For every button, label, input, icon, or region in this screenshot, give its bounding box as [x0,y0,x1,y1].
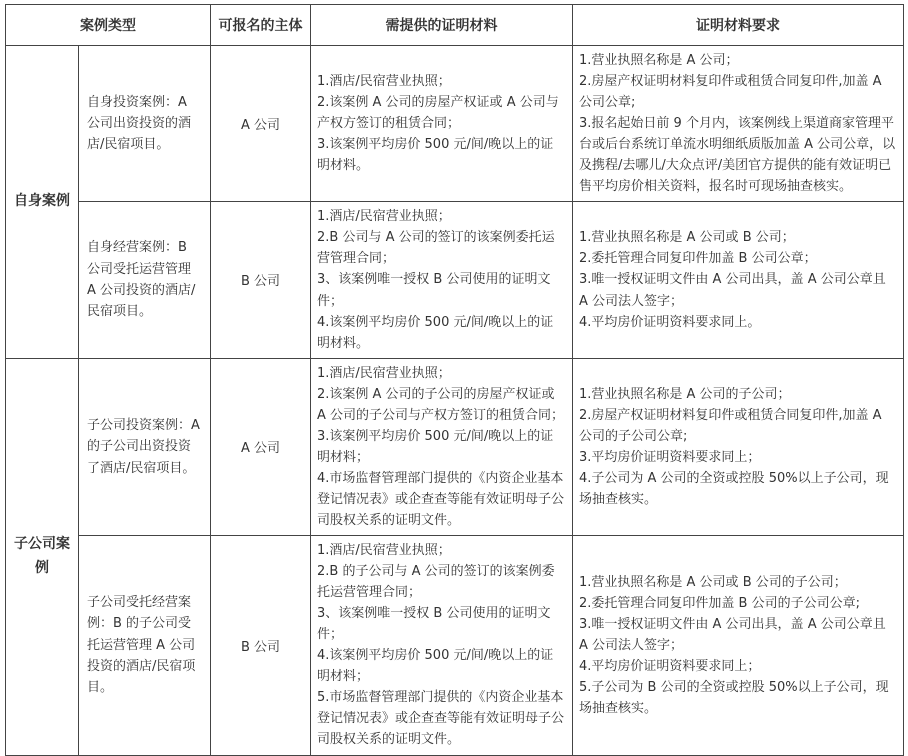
materials-cell: 1.酒店/民宿营业执照； 2.该案例 A 公司的房屋产权证或 A 公司与产权方签订的租赁合同； 3.该案例平均房价 500 元/间/晚以上的证明材料。 [311,46,573,202]
materials-cell: 1.酒店/民宿营业执照； 2.B 公司与 A 公司的签订的该案例委托运营管理合同； 3、该案例唯一授权 B 公司使用的证明文件； 4.该案例平均房价 500 元/间/晚以上的证明材料。 [311,202,573,358]
group-label-own-cases: 自身案例 [6,46,79,359]
materials-cell: 1.酒店/民宿营业执照； 2.B 的子公司与 A 公司的签订的该案例委托运营管理合同； 3、该案例唯一授权 B 公司使用的证明文件； 4.该案例平均房价 500 元/间/晚以上的证明材料； 5.市场监督管理部门提供的《内资企业基本登记情况表》或企查查等能有效证明母子公司股权关系的证明文件。 [311,536,573,755]
case-type-cell: 子公司投资案例：A 的子公司出资投资了酒店/民宿项目。 [79,358,211,535]
group-label-subsidiary-cases: 子公司案例 [6,358,79,755]
table-row-subsidiary-operation [6,536,904,755]
header-requirements: 证明材料要求 [573,5,904,46]
header-materials: 需提供的证明材料 [311,5,573,46]
entity-cell: A 公司 [211,46,311,202]
table-row-subsidiary-investment [6,358,904,535]
header-case-type: 案例类型 [6,5,211,46]
case-type-cell: 自身投资案例：A 公司出资投资的酒店/民宿项目。 [79,46,211,202]
case-type-cell: 子公司受托经营案例：B 的子公司受托运营管理 A 公司投资的酒店/民宿项目。 [79,536,211,755]
entity-cell: B 公司 [211,536,311,755]
requirements-cell: 1.营业执照名称是 A 公司或 B 公司的子公司； 2.委托管理合同复印件加盖 B 公司的子公司公章; 3.唯一授权证明文件由 A 公司出具，盖 A 公司公章且 A 公司法人签字； 4.平均房价证明资料要求同上； 5.子公司为 B 公司的全资或控股 50%以上子公司，现场抽查核实。 [573,536,904,755]
requirements-cell: 1.营业执照名称是 A 公司； 2.房屋产权证明材料复印件或租赁合同复印件,加盖 A 公司公章; 3.报名起始日前 9 个月内，该案例线上渠道商家管理平台或后台系统订单流水明细纸质版加盖 A 公司公章，以及携程/去哪儿/大众点评/美团官方提供的能有效证明已售平均房价相关资料，报名时可现场抽查核实。 [573,46,904,202]
header-row [6,5,904,46]
materials-cell: 1.酒店/民宿营业执照； 2.该案例 A 公司的子公司的房屋产权证或 A 公司的子公司与产权方签订的租赁合同； 3.该案例平均房价 500 元/间/晚以上的证明材料； 4.市场监督管理部门提供的《内资企业基本登记情况表》或企查查等能有效证明母子公司股权关系的证明文件。 [311,358,573,535]
entity-cell: B 公司 [211,202,311,358]
entity-cell: A 公司 [211,358,311,535]
table-row-own-operation [6,202,904,358]
requirements-cell: 1.营业执照名称是 A 公司的子公司； 2.房屋产权证明材料复印件或租赁合同复印件,加盖 A 公司的子公司公章; 3.平均房价证明资料要求同上； 4.子公司为 A 公司的全资或控股 50%以上子公司，现场抽查核实。 [573,358,904,535]
header-entity: 可报名的主体 [211,5,311,46]
requirements-cell: 1.营业执照名称是 A 公司或 B 公司； 2.委托管理合同复印件加盖 B 公司公章； 3.唯一授权证明文件由 A 公司出具，盖 A 公司公章且 A 公司法人签字； 4.平均房价证明资料要求同上。 [573,202,904,358]
case-requirements-table [5,4,904,756]
table-row-own-investment [6,46,904,202]
case-type-cell: 自身经营案例：B 公司受托运营管理 A 公司投资的酒店/民宿项目。 [79,202,211,358]
